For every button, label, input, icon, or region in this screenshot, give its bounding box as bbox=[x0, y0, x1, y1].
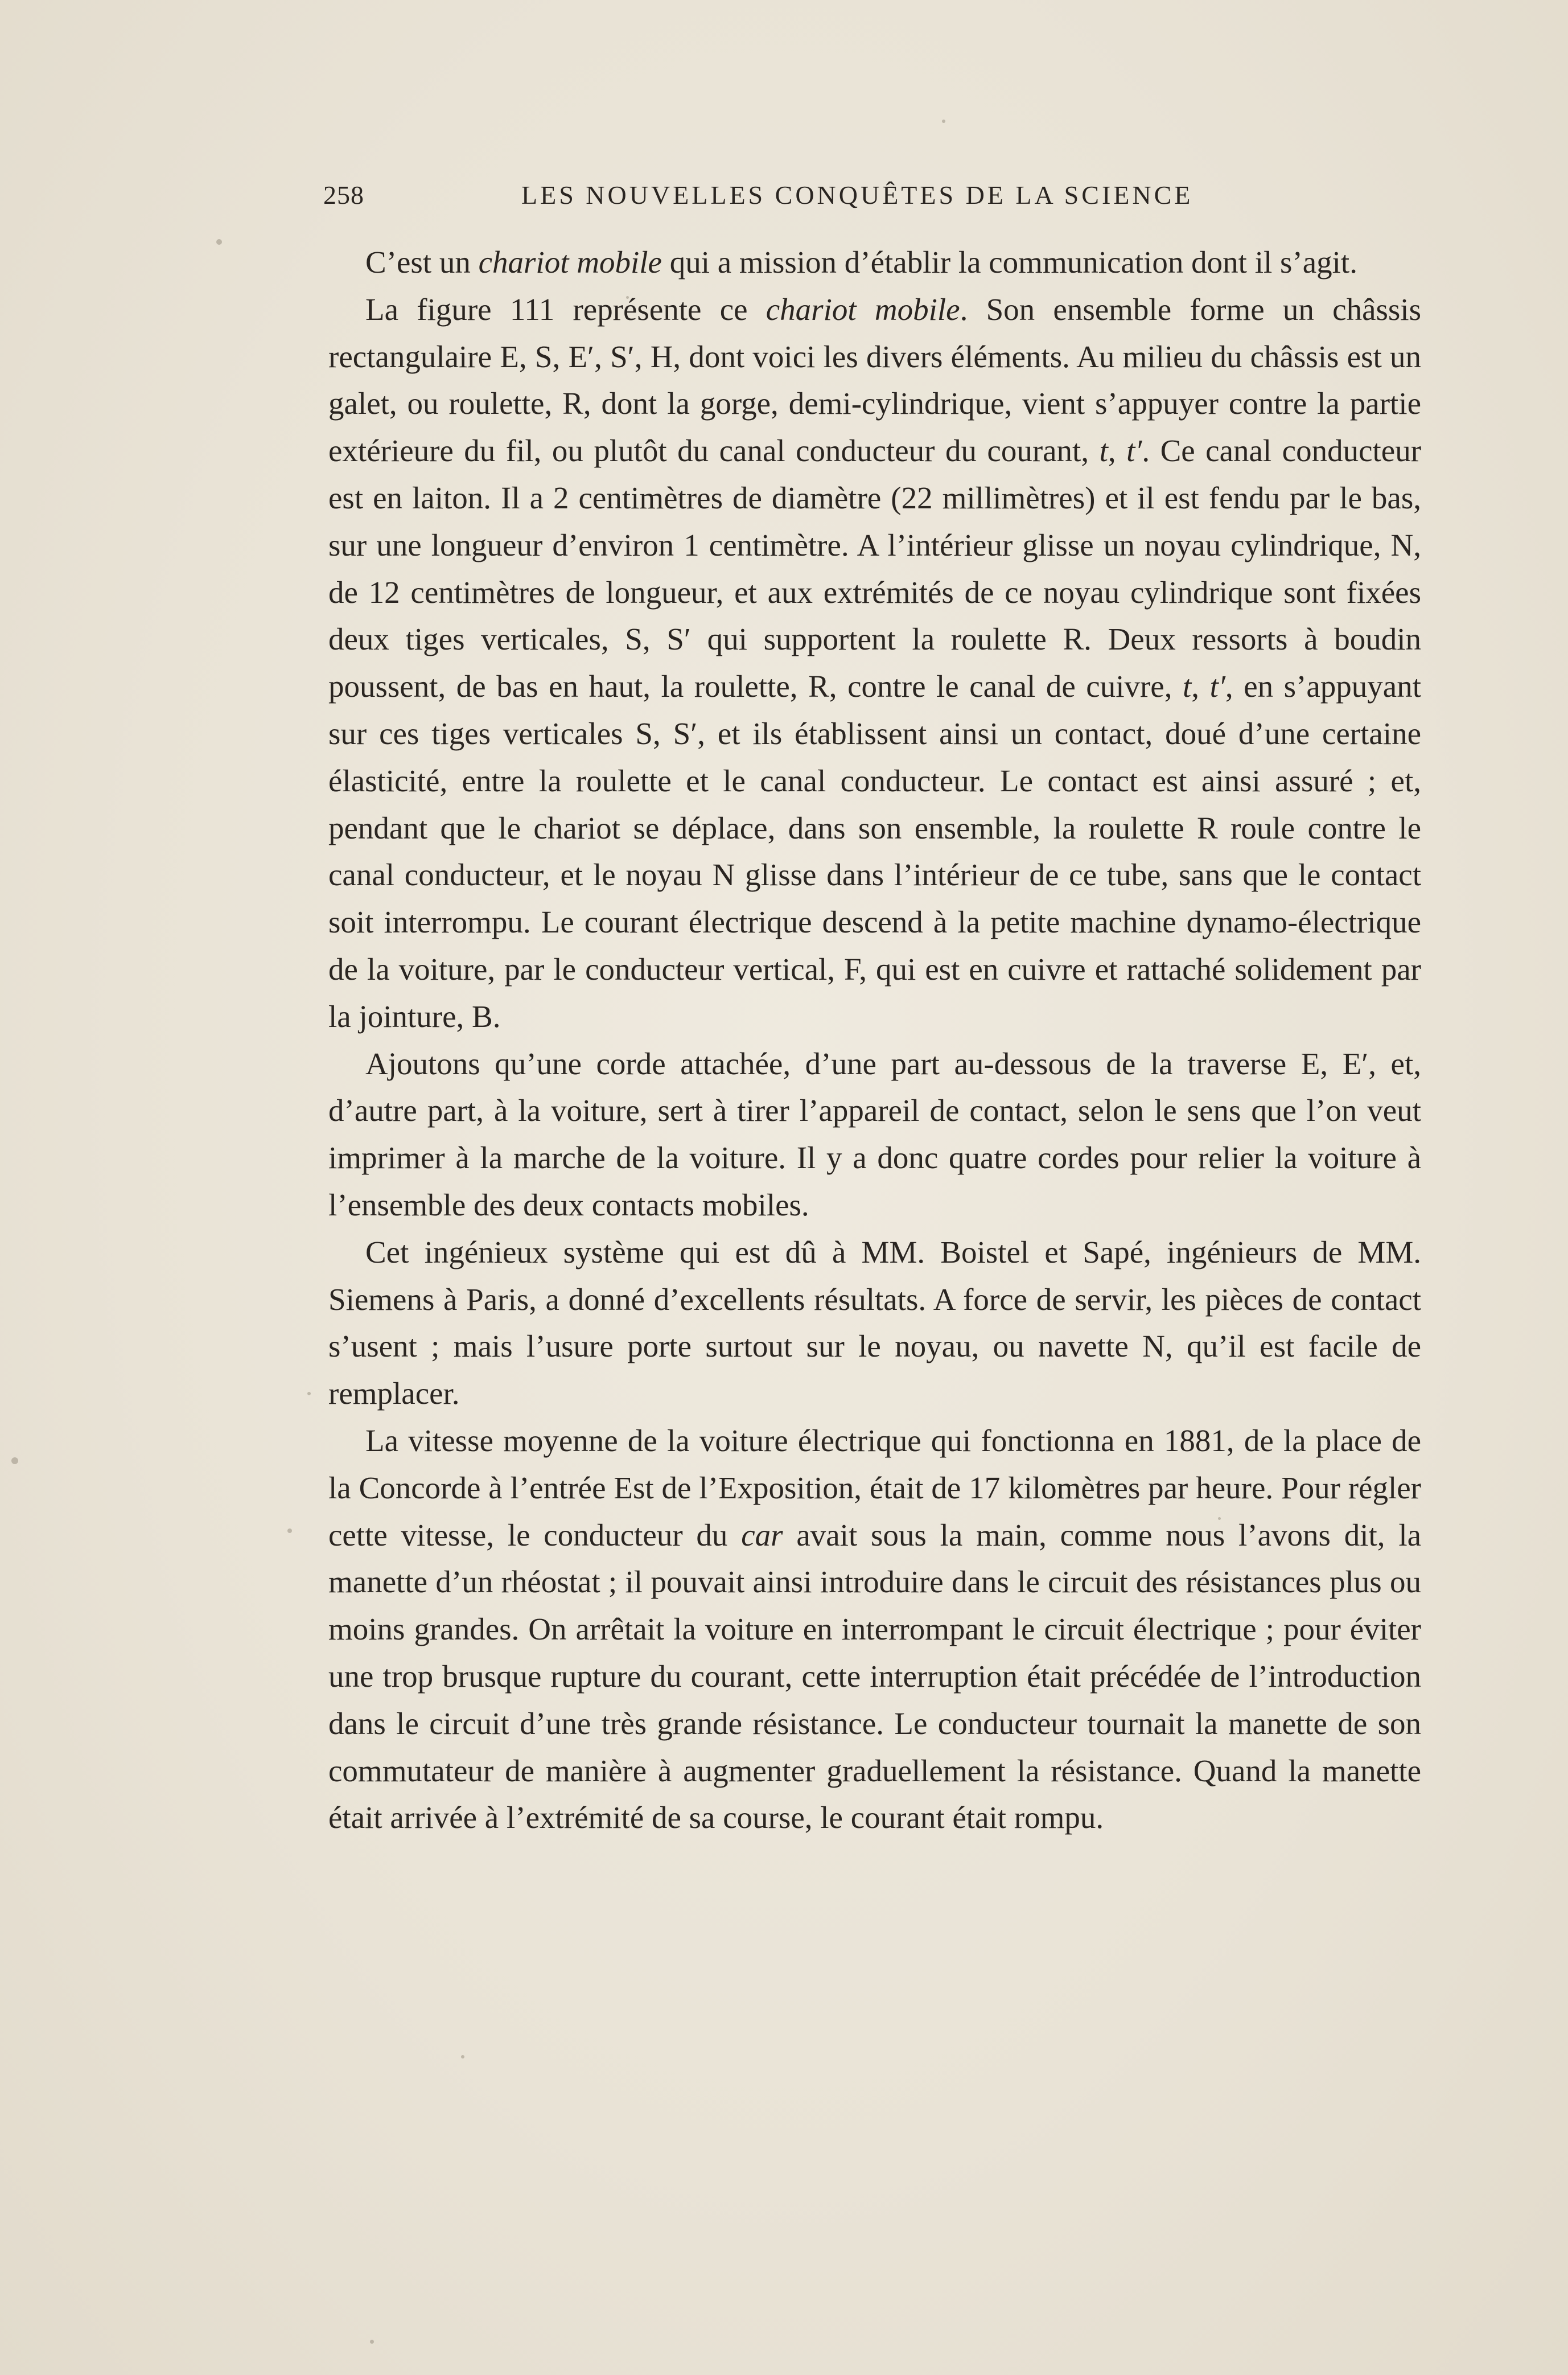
paper-speck bbox=[626, 296, 629, 299]
paragraph-2: La figure 111 représente ce chariot mobile. Son ensemble forme un châssis rectangulaire E, S, E′, S′, H, dont voici les divers éléments. Au milieu du châssis est un galet, ou roulette, R, dont la gorge, demi-cylindrique, vient s’appuyer contre la partie extérieure du fil, ou plutôt du canal conducteur du courant, t, t′. Ce canal conducteur est en laiton. Il a 2 centimètres de diamètre (22 millimètres) et il est fendu par le bas, sur une longueur d’environ 1 centimètre. A l’intérieur glisse un noyau cylindrique, N, de 12 centimètres de longueur, et aux extrémités de ce noyau cylindrique sont fixées deux tiges verticales, S, S′ qui supportent la roulette R. Deux ressorts à boudin poussent, de bas en haut, la roulette, R, contre le canal de cuivre, t, t′, en s’appuyant sur ces tiges verticales S, S′, et ils établissent ainsi un contact, doué d’une certaine élasticité, entre la roulette et le canal conducteur. Le contact est ainsi assuré ; et, pendant que le chariot se déplace, dans son ensemble, la roulette R roule contre le canal conducteur, et le noyau N glisse dans l’intérieur de ce tube, sans que le contact soit interrompu. Le courant électrique descend à la petite machine dynamo-électrique de la voiture, par le conducteur vertical, F, qui est en cuivre et rattaché solidement par la jointure, B. bbox=[328, 291, 1422, 1034]
page-number: 258 bbox=[323, 180, 364, 209]
paper-speck bbox=[11, 1457, 18, 1464]
paper-speck bbox=[216, 239, 222, 245]
paragraph-1: C’est un chariot mobile qui a mission d’établir la communication dont il s’agit. bbox=[365, 245, 1357, 280]
body-text bbox=[328, 239, 1421, 1842]
paper-speck bbox=[370, 2340, 374, 2344]
page-header bbox=[323, 180, 1194, 214]
paper-speck bbox=[942, 120, 945, 123]
paper-speck bbox=[307, 1392, 311, 1395]
paper-speck bbox=[287, 1528, 292, 1533]
paper-speck bbox=[1218, 1517, 1221, 1520]
paragraph-4: Cet ingénieux système qui est dû à MM. Boistel et Sapé, ingénieurs de MM. Siemens à Paris, a donné d’excellents résultats. A force de servir, les pièces de contact s’usent ; mais l’usure porte surtout sur le noyau, ou navette N, qu’il est facile de remplacer. bbox=[328, 1234, 1421, 1411]
running-title: LES NOUVELLES CONQUÊTES DE LA SCIENCE bbox=[521, 180, 1194, 209]
paragraph-3: Ajoutons qu’une corde attachée, d’une part au-dessous de la traverse E, E′, et, d’autre part, à la voiture, sert à tirer l’appareil de contact, selon le sens que l’on veut imprimer à la marche de la voiture. Il y a donc quatre cordes pour relier la voiture à l’ensemble des deux contacts mobiles. bbox=[328, 1046, 1421, 1222]
paragraph-5: La vitesse moyenne de la voiture électrique qui fonctionna en 1881, de la place de la Concorde à l’entrée Est de l’Exposition, était de 17 kilomètres par heure. Pour régler cette vitesse, le conducteur du car avait sous la main, comme nous l’avons dit, la manette d’un rhéostat ; il pouvait ainsi introduire dans le circuit des résistances plus ou moins grandes. On arrêtait la voiture en interrompant le circuit électrique ; pour éviter une trop brusque rupture du courant, cette interruption était précédée de l’introduction dans le circuit d’une très grande résistance. Le conducteur tournait la manette de son commutateur de manière à augmenter graduellement la résistance. Quand la manette était arrivée à l’extrémité de sa course, le courant était rompu. bbox=[328, 1423, 1422, 1835]
paper-speck bbox=[461, 2055, 464, 2058]
